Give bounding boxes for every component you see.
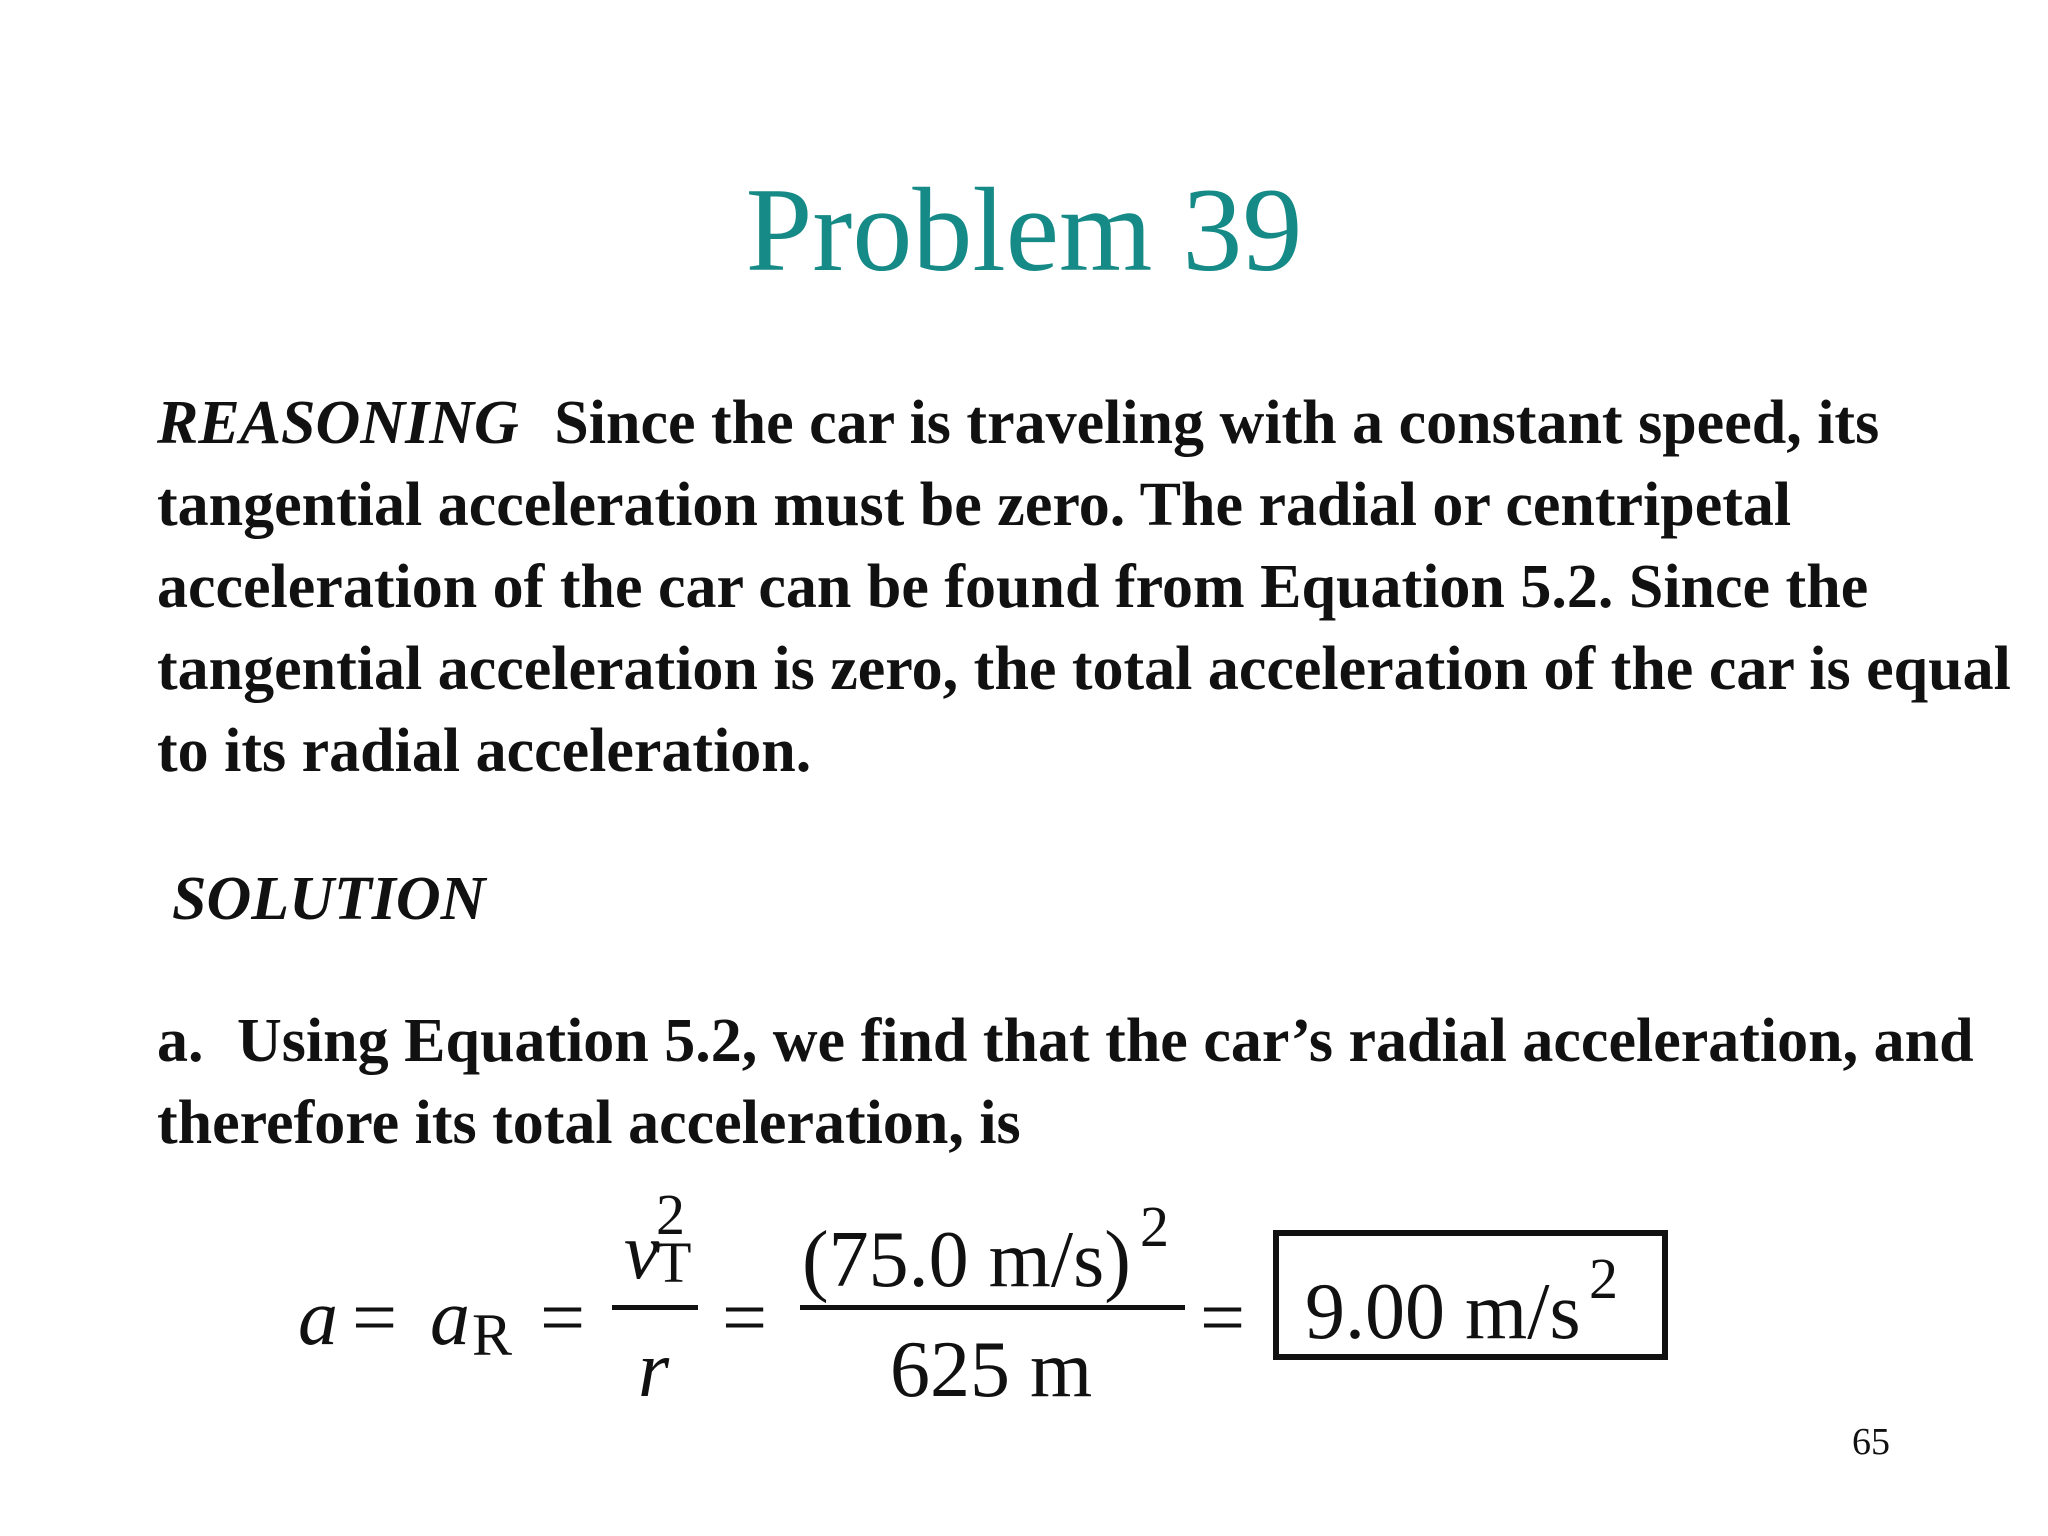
reasoning-text: Since the car is traveling with a constant speed, its tangential acceleration must be zero. The radial or centripetal acceleration of the car can be found from Equation 5.2. Since the tangential acceleration is zero, the total acceleration of the car is equal to its radial acceleration. bbox=[157, 389, 2011, 785]
eq-equals-3: = bbox=[722, 1274, 768, 1362]
eq-numerator-exponent: 2 bbox=[1140, 1194, 1169, 1259]
eq-fraction-bar-2 bbox=[800, 1305, 1185, 1310]
page-number: 65 bbox=[1852, 1421, 1890, 1463]
reasoning-label: REASONING bbox=[157, 389, 519, 457]
part-a-label: a. bbox=[157, 1007, 204, 1075]
eq-equals-1: = bbox=[352, 1274, 398, 1362]
eq-denominator-r: r bbox=[638, 1326, 670, 1414]
eq-equals-4: = bbox=[1200, 1274, 1246, 1362]
part-a-paragraph bbox=[157, 1000, 2017, 1164]
eq-result-exponent: 2 bbox=[1589, 1246, 1618, 1311]
eq-ar-symbol: a bbox=[430, 1274, 470, 1362]
part-a-text: Using Equation 5.2, we find that the car’s radial acceleration, and therefore its total acceleration, is bbox=[157, 1007, 1974, 1157]
eq-result-value: 9.00 m/s bbox=[1305, 1268, 1581, 1356]
eq-numerator-value: (75.0 m/s) bbox=[802, 1216, 1131, 1304]
solution-heading: SOLUTION bbox=[172, 865, 486, 933]
eq-numerator-v: v bbox=[624, 1208, 660, 1296]
eq-numerator-subscript: T bbox=[656, 1230, 692, 1295]
answer-box bbox=[1273, 1230, 1668, 1360]
reasoning-paragraph bbox=[157, 382, 2017, 792]
eq-denominator-value: 625 m bbox=[890, 1326, 1093, 1414]
eq-a-symbol: a bbox=[298, 1274, 338, 1362]
eq-ar-subscript: R bbox=[472, 1302, 513, 1368]
eq-equals-2: = bbox=[540, 1274, 586, 1362]
slide-title: Problem 39 bbox=[745, 163, 1303, 296]
eq-fraction-bar-1 bbox=[612, 1305, 698, 1310]
acceleration-equation bbox=[290, 1180, 1710, 1420]
eq-numerator-superscript: 2 bbox=[656, 1182, 685, 1247]
